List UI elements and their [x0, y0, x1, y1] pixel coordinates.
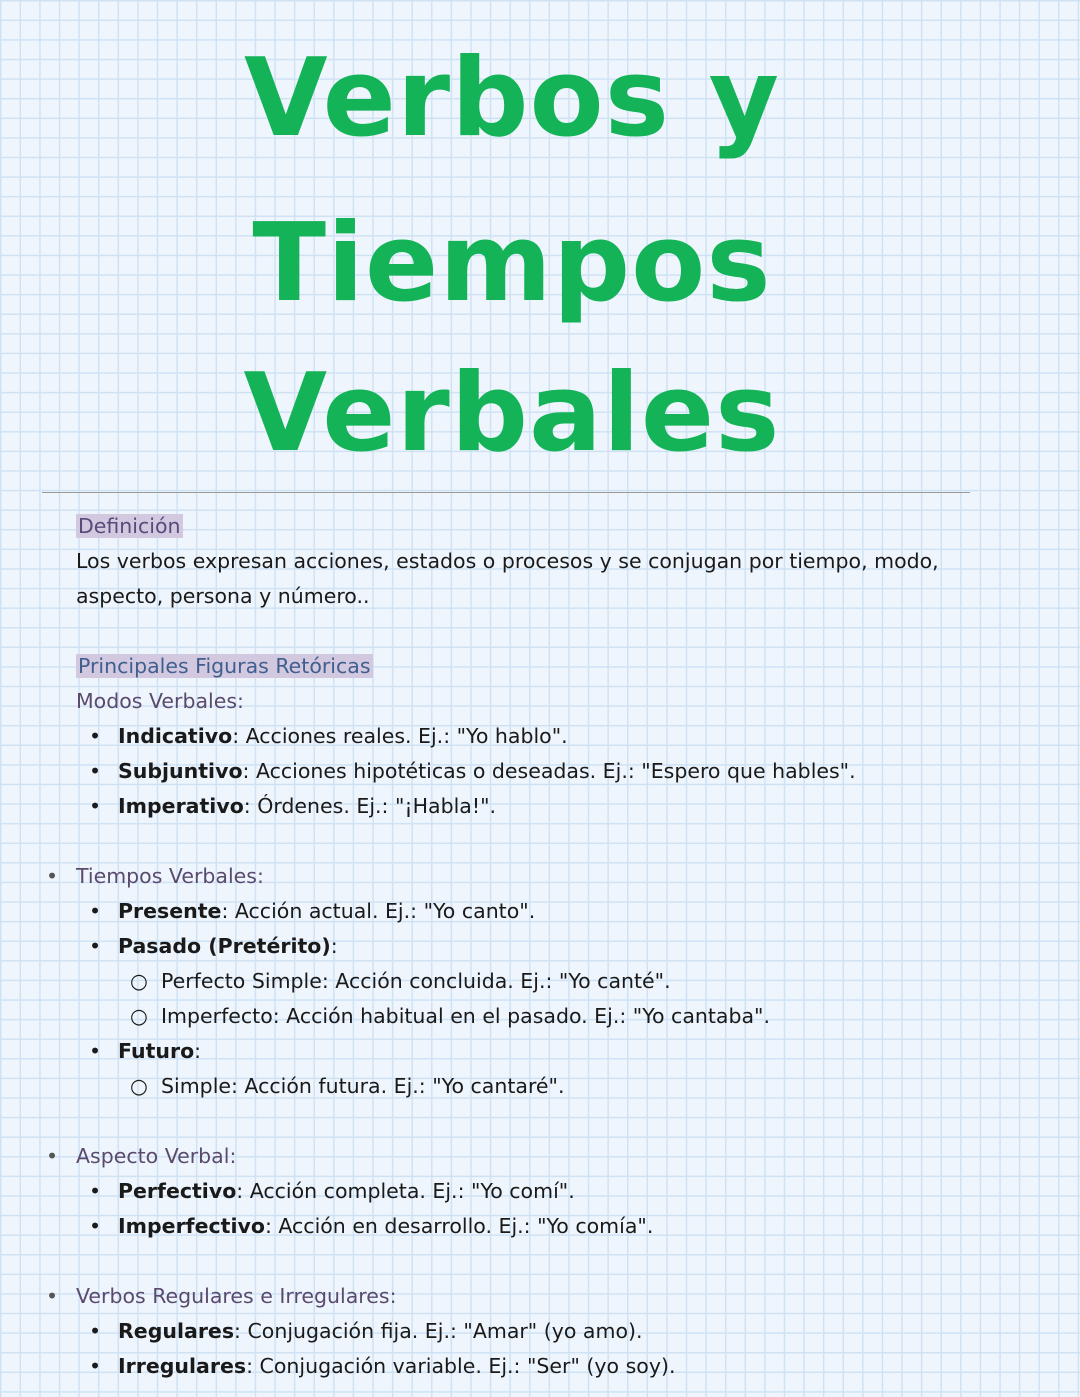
- circle-bullet-icon: ○: [130, 969, 148, 993]
- bullet-icon: •: [89, 1354, 102, 1378]
- bullet-icon: •: [89, 724, 102, 748]
- bullet-icon: •: [89, 759, 102, 783]
- list-item: • Perfectivo: Acción completa. Ej.: "Yo comí".: [0, 1174, 1080, 1209]
- list-item: • Presente: Acción actual. Ej.: "Yo canto".: [0, 894, 1080, 929]
- list-item: • Aspecto Verbal:: [0, 1139, 1080, 1174]
- notes-content: [0, 509, 1080, 1384]
- list-item: • Subjuntivo: Acciones hipotéticas o deseadas. Ej.: "Espero que hables".: [0, 754, 1080, 789]
- bullet-icon: •: [46, 1284, 59, 1308]
- bullet-icon: •: [89, 1319, 102, 1343]
- definition-text-1: Los verbos expresan acciones, estados o procesos y se conjugan por tiempo, modo,: [76, 549, 939, 573]
- bullet-icon: •: [89, 1214, 102, 1238]
- list-item: • Imperativo: Órdenes. Ej.: "¡Habla!".: [0, 789, 1080, 824]
- bullet-icon: •: [46, 864, 59, 888]
- section-heading: Principales Figuras Retóricas: [78, 654, 371, 678]
- page-title-line-2: Tiempos: [252, 201, 772, 326]
- bullet-icon: •: [89, 934, 102, 958]
- list-item: • Tiempos Verbales:: [0, 859, 1080, 894]
- list-item: • Futuro:: [0, 1034, 1080, 1069]
- circle-bullet-icon: ○: [130, 1004, 148, 1028]
- bullet-icon: •: [89, 899, 102, 923]
- list-item: • Indicativo: Acciones reales. Ej.: "Yo hablo".: [0, 719, 1080, 754]
- list-item: • Imperfectivo: Acción en desarrollo. Ej.: "Yo comía".: [0, 1209, 1080, 1244]
- modos-heading: Modos Verbales:: [76, 689, 244, 713]
- circle-bullet-icon: ○: [130, 1074, 148, 1098]
- definition-heading: Definición: [78, 514, 181, 538]
- list-item: ○ Imperfecto: Acción habitual en el pasado. Ej.: "Yo cantaba".: [0, 999, 1080, 1034]
- page-title-line-1: Verbos y: [244, 36, 780, 161]
- list-item: • Verbos Regulares e Irregulares:: [0, 1279, 1080, 1314]
- list-item: • Irregulares: Conjugación variable. Ej.: "Ser" (yo soy).: [0, 1349, 1080, 1384]
- bullet-icon: •: [89, 1039, 102, 1063]
- bullet-icon: •: [46, 1144, 59, 1168]
- definition-text-2: aspecto, persona y número..: [76, 584, 370, 608]
- bullet-icon: •: [89, 1179, 102, 1203]
- list-item: • Pasado (Pretérito):: [0, 929, 1080, 964]
- list-item: • Regulares: Conjugación fija. Ej.: "Amar" (yo amo).: [0, 1314, 1080, 1349]
- list-item: ○ Perfecto Simple: Acción concluida. Ej.: "Yo canté".: [0, 964, 1080, 999]
- bullet-icon: •: [89, 794, 102, 818]
- divider: [42, 492, 970, 493]
- page-title-line-3: Verbales: [243, 351, 781, 476]
- list-item: ○ Simple: Acción futura. Ej.: "Yo cantaré".: [0, 1069, 1080, 1104]
